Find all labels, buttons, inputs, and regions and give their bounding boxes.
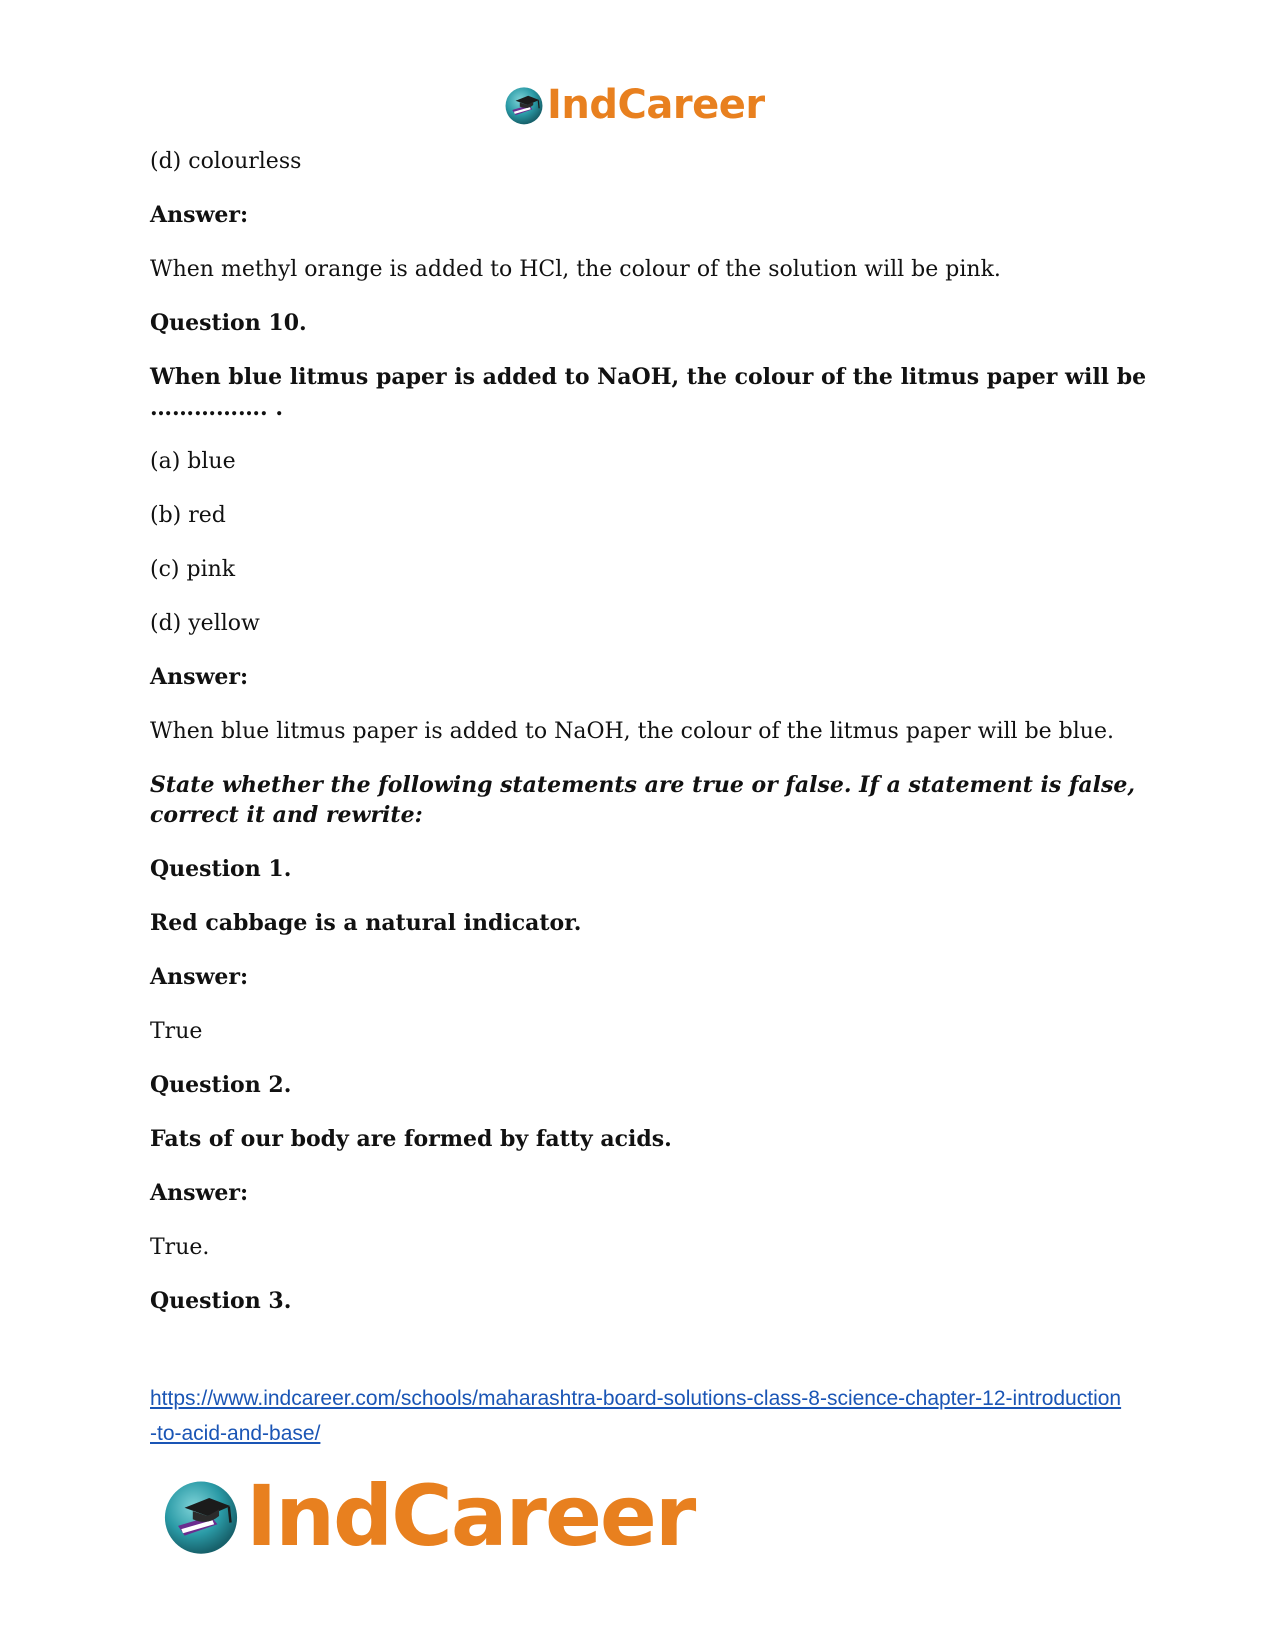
footer-logo <box>160 1468 694 1564</box>
answer-label: Answer: <box>150 664 249 690</box>
answer-label: Answer: <box>150 964 249 990</box>
question-label: Question 3. <box>150 1288 292 1314</box>
section-instruction-line2: correct it and rewrite: <box>150 802 423 828</box>
answer-label: Answer: <box>150 202 249 228</box>
question-text: Red cabbage is a natural indicator. <box>150 910 582 936</box>
answer-text: When blue litmus paper is added to NaOH, the colour of the litmus paper will be blue. <box>150 719 1114 744</box>
option-d: (d) yellow <box>150 611 260 636</box>
header-logo <box>503 80 765 130</box>
option-text: (d) colourless <box>150 149 302 174</box>
question-label: Question 2. <box>150 1072 292 1098</box>
graduation-cap-book-globe-icon <box>160 1475 242 1557</box>
question-text-line2: ……………. . <box>150 395 283 421</box>
brand-name: IndCareer <box>547 82 765 128</box>
question-text-line1: When blue litmus paper is added to NaOH, the colour of the litmus paper will be <box>150 364 1147 390</box>
section-instruction-line1: State whether the following statements are true or false. If a statement is false, <box>150 772 1136 798</box>
option-b: (b) red <box>150 503 226 528</box>
option-c: (c) pink <box>150 557 236 582</box>
brand-name: IndCareer <box>246 1467 695 1565</box>
answer-text: True. <box>150 1235 210 1260</box>
question-label: Question 10. <box>150 310 307 336</box>
source-url-link[interactable]: https://www.indcareer.com/schools/maharashtra-board-solutions-class-8-science-chapter-12-introduction-to-acid-and-base/ <box>150 1387 1122 1445</box>
option-a: (a) blue <box>150 449 236 474</box>
answer-text: True <box>150 1019 203 1044</box>
answer-label: Answer: <box>150 1180 249 1206</box>
answer-text: When methyl orange is added to HCl, the colour of the solution will be pink. <box>150 257 1001 282</box>
question-label: Question 1. <box>150 856 292 882</box>
graduation-cap-book-globe-icon <box>503 84 545 126</box>
question-text: Fats of our body are formed by fatty acids. <box>150 1126 672 1152</box>
